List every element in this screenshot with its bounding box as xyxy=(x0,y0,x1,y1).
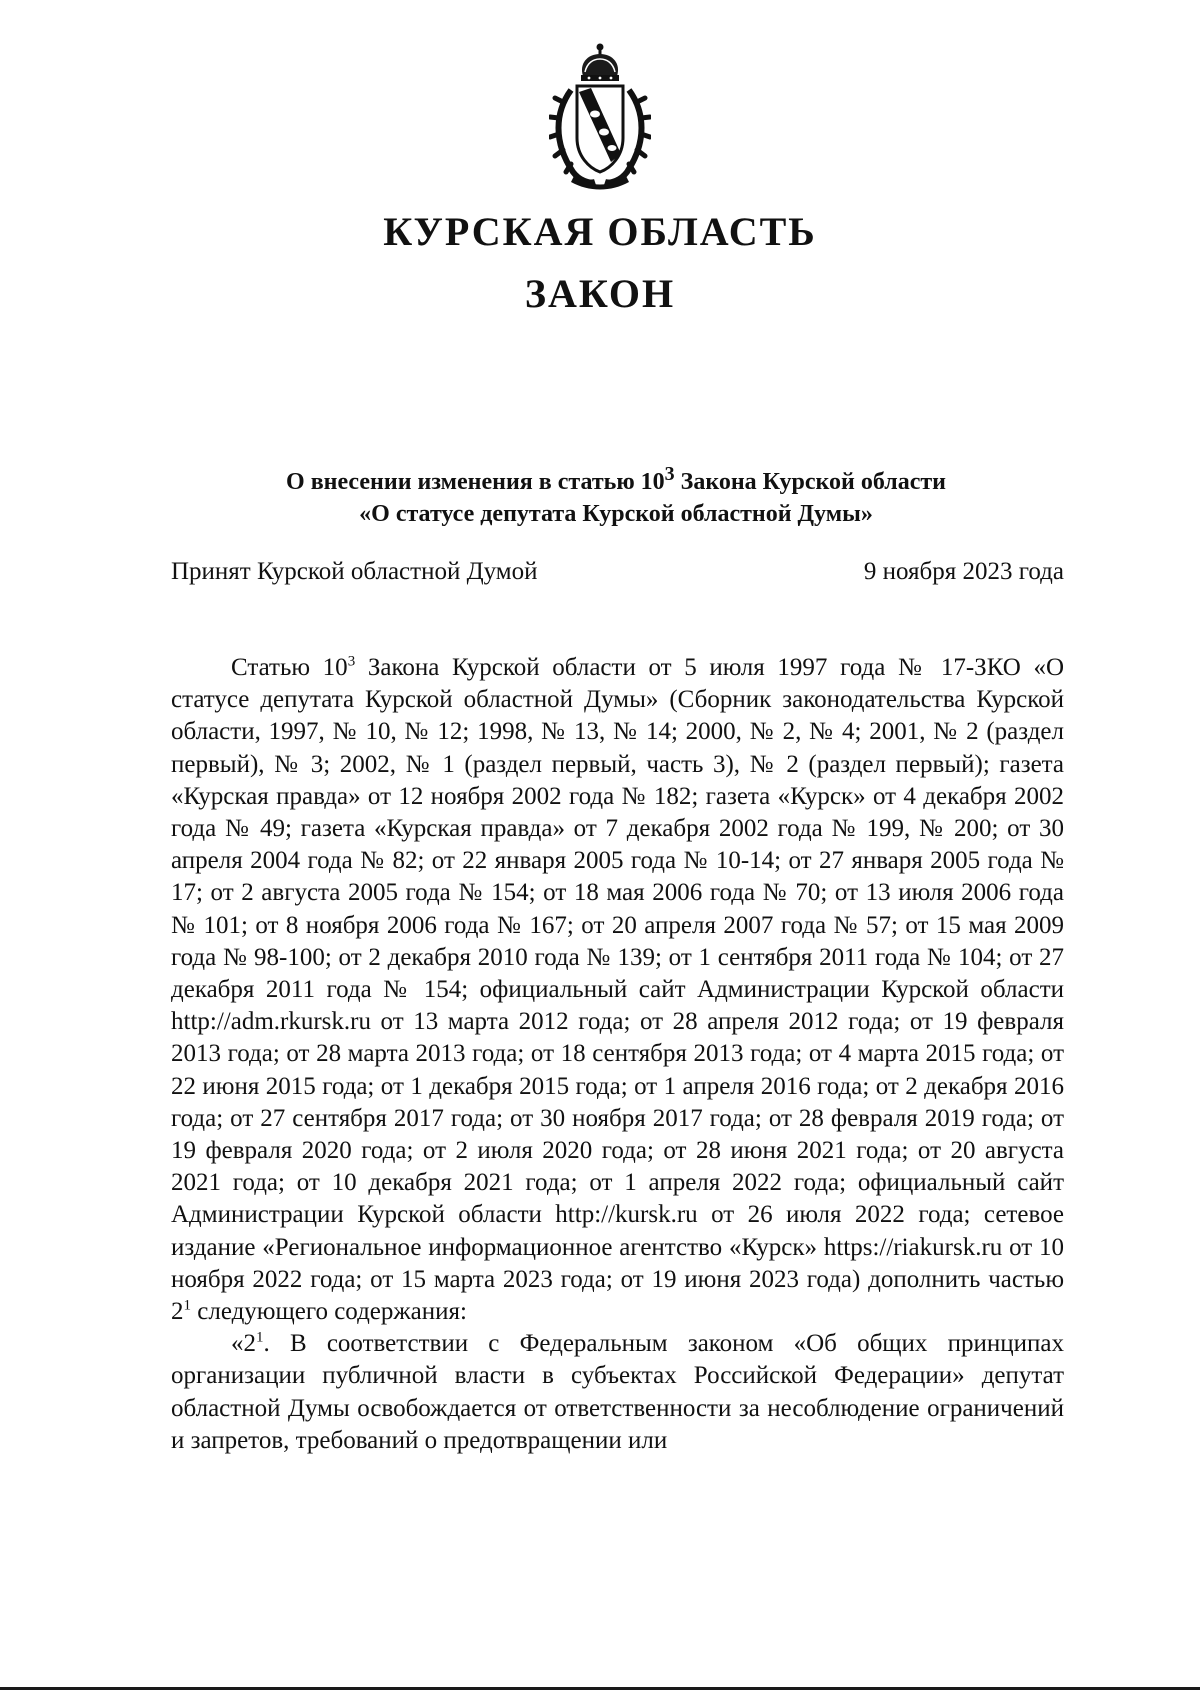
document-type: ЗАКОН xyxy=(524,271,676,316)
adopted-by: Принят Курской областной Думой xyxy=(171,558,538,585)
kursk-coat-of-arms-icon xyxy=(549,42,651,190)
adoption-line xyxy=(171,556,1064,588)
law-body xyxy=(171,652,1064,1457)
adoption-date: 9 ноября 2023 года xyxy=(863,558,1064,585)
scan-edge-line xyxy=(0,1687,1200,1690)
paragraph-new-part: «$2^1$. В соответствии с Федеральным законом «Об общих принципах организации публичной власти в субъектах Российской Федерации» депутат областной Думы освобождается от ответственности за несоблюдение ограничений и запретов, требований о предотвращении или xyxy=(171,1329,1064,1454)
law-title-line2: «О статусе депутата Курской областной Думы» xyxy=(359,501,873,527)
law-title xyxy=(170,458,1062,530)
paragraph-amendment: Статью $10^3$ Закона Курской области от 5 июля 1997 года № 17-ЗКО «О статусе депутата Курской областной Думы» (Сборник законодательства Курской области, 1997, № 10, № 12; 1998, № 13, № 14; 2000, № 2, № 4; 2001, № 2 (раздел первый), № 3; 2002, № 1 (раздел первый, часть 3), № 2 (раздел первый); газета «Курская правда» от 12 ноября 2002 года № 182; газета «Курск» от 4 декабря 2002 года № 49; газета «Курская правда» от 7 декабря 2002 года № 199, № 200; от 30 апреля 2004 года № 82; от 22 января 2005 года № 10-14; от 27 января 2005 года № 17; от 2 августа 2005 года № 154; от 18 мая 2006 года № 70; от 13 июля 2006 года № 101; от 8 ноября 2006 года № 167; от 20 апреля 2007 года № 57; от 15 мая 2009 года № 98-100; от 2 декабря 2010 года № 139; от 1 сентября 2011 года № 104; от 27 декабря 2011 года № 154; официальный сайт Администрации Курской области http://adm.rkursk.ru от 13 марта 2012 года; от 28 апреля 2012 года; от 19 февраля 2013 года; от 28 марта 2013 года; от 18 сентября 2013 года; от 4 марта 2015 года; от 22 июня 2015 года; от 1 декабря 2015 года; от 1 апреля 2016 года; от 2 декабря 2016 года; от 27 сентября 2017 года; от 30 ноября 2017 года; от 28 февраля 2019 года; от 19 февраля 2020 года; от 2 июля 2020 года; от 28 июня 2021 года; от 20 августа 2021 года; от 10 декабря 2021 года; от 1 апреля 2022 года; официальный сайт Администрации Курской области http://kursk.ru от 26 июля 2022 года; сетевое издание «Региональное информационное агентство «Курск» https://riakursk.ru от 10 ноября 2022 года; от 15 марта 2023 года; от 19 июня 2023 года) дополнить частью $2^1$ следующего содержания: xyxy=(171,653,1065,1326)
region-title: КУРСКАЯ ОБЛАСТЬ xyxy=(383,209,817,254)
law-title-line1: О внесении изменения в статью $10^3$ Закона Курской области xyxy=(286,463,946,495)
